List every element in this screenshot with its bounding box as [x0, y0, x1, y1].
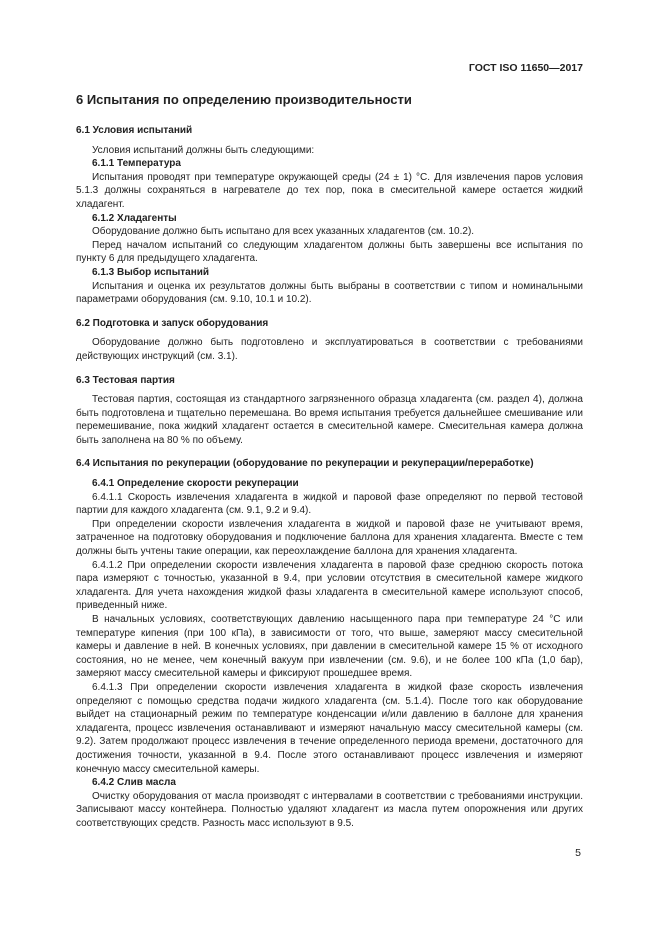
heading-6-1-2: 6.1.2 Хладагенты: [92, 212, 177, 224]
paragraph-6-4-1-1-b: При определении скорости извлечения хладагента в жидкой и паровой фазе не учитывают время, затраченное на подготовку оборудования и подключение баллона для хранения хладагента. Вместе с тем должны быть учтены такие операции, как переохлаждение баллона для хранения хладагента.: [76, 518, 583, 558]
heading-6-1-1: 6.1.1 Температура: [92, 158, 181, 170]
document-id-header: ГОСТ ISO 11650—2017: [468, 62, 583, 74]
paragraph-6-4-1-2: 6.4.1.2 При определении скорости извлечения хладагента в паровой фазе среднюю скорость потока пара измеряют с точностью, указанной в 9.4, при условии отсутствия в смесительной камере жидкого хладагента. Для учета нахождения жидкой фазы хладагента в смесительной камере используют способ, приведенный ниже.: [76, 559, 583, 612]
heading-6-1-3: 6.1.3 Выбор испытаний: [92, 266, 210, 278]
page-number: 5: [575, 847, 581, 859]
paragraph-6-3: Тестовая партия, состоящая из стандартного загрязненного образца хладагента (см. раздел 4), должна быть подготовлена и тщательно перемешана. Во время испытания требуется дальнейшее смешивание или перемешивание, пока жидкий хладагент остается в смесительной камере. Смесительная камера должна быть заполнена на 80 % по объему.: [76, 394, 583, 446]
heading-6-4: 6.4 Испытания по рекуперации (оборудование по рекуперации и рекуперации/переработке): [76, 458, 534, 470]
paragraph-6-1-1: Испытания проводят при температуре окружающей среды (24 ± 1) °С. Для извлечения паров условия 5.1.3 должны сохраняться в нагревателе до тех пор, пока в смесительной камере остается жидкий хладагент.: [76, 171, 583, 210]
heading-6-1: 6.1 Условия испытаний: [76, 125, 193, 136]
paragraph-6-1-intro: Условия испытаний должны быть следующими:: [92, 144, 315, 156]
heading-6-2: 6.2 Подготовка и запуск оборудования: [76, 317, 269, 329]
heading-6-4-2: 6.4.2 Слив масла: [92, 777, 176, 789]
heading-6-4-1: 6.4.1 Определение скорости рекуперации: [92, 478, 299, 490]
paragraph-6-1-2-b: Перед началом испытаний со следующим хладагентом должны быть завершены все испытания по пункту 6 для предыдущего хладагента.: [76, 239, 583, 265]
paragraph-6-2: Оборудование должно быть подготовлено и эксплуатироваться в соответствии с требованиями действующих инструкций (см. 3.1).: [76, 337, 583, 362]
heading-6-3: 6.3 Тестовая партия: [76, 374, 175, 386]
paragraph-6-1-3: Испытания и оценка их результатов должны быть выбраны в соответствии с типом и номинальными параметрами оборудования (см. 9.10, 10.1 и 10.2).: [76, 280, 583, 306]
paragraph-6-1-2-a: Оборудование должно быть испытано для всех указанных хладагентов (см. 10.2).: [92, 226, 475, 238]
section-6-title: 6 Испытания по определению производительности: [76, 92, 412, 107]
paragraph-6-4-2: Очистку оборудования от масла производят с интервалами в соответствии с требованиями инструкции. Записывают массу контейнера. Полностью удаляют хладагент из масла путем опорожнения или других соответствующих средств. Разность масс используют в 9.5.: [76, 790, 583, 829]
paragraph-6-4-1-3: 6.4.1.3 При определении скорости извлечения хладагента в жидкой фазе скорость извлечения определяют с помощью средства подачи жидкого хладагента (см. 5.1.4). После того как оборудование выйдет на стационарный режим по температуре конденсации и/или давлению в баллоне для хранения хладагента, процесс извлечения останавливают и измеряют начальную массу смесительной камеры (см. 9.2). Затем продолжают процесс извлечения в течение определенного периода времени, достаточного для достижения точности, указанной в 9.4. После этого останавливают процесс извлечения и измеряют конечную массу смесительной камеры.: [76, 681, 583, 775]
paragraph-6-4-1-1: 6.4.1.1 Скорость извлечения хладагента в жидкой и паровой фазе определяют по первой тестовой партии для каждого хладагента (см. 9.1, 9.2 и 9.4).: [76, 491, 583, 517]
page-content: [76, 92, 583, 831]
paragraph-6-4-1-2-b: В начальных условиях, соответствующих давлению насыщенного пара при температуре 24 °С или температуре кипения (при 100 кПа), в зависимости от того, что выше, замеряют массу смесительной камеры и давление в ней. В конечных условиях, при давлении в смесительной камере 15 % от исходного состояния, но не менее, чем конечный вакуум при извлечении (см. 9.6), и не более 100 кПа (1,0 бар), замеряют массу смесительной камеры и фиксируют прошедшее время.: [76, 614, 583, 680]
